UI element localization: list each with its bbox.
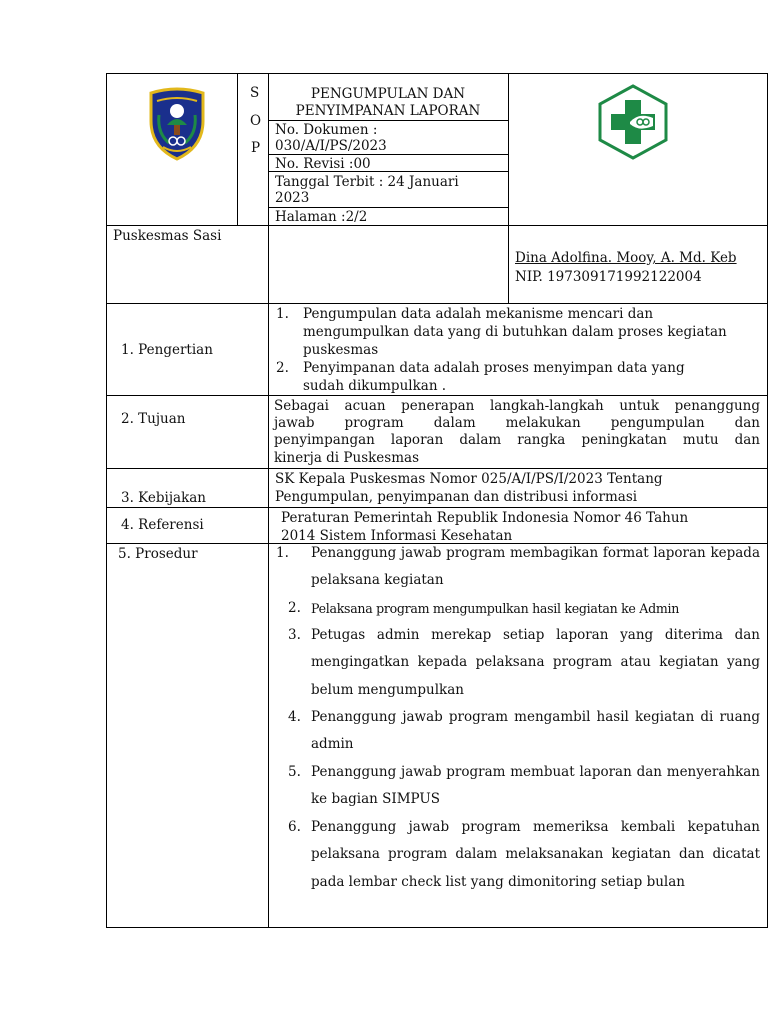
table-border <box>268 154 508 155</box>
procedure-step <box>276 540 760 596</box>
step-number: 3. <box>288 627 301 643</box>
paragraph-line: Sebagai acuan penerapan langkah-langkah untuk penanggung <box>274 398 760 414</box>
table-border <box>106 395 768 396</box>
issue-date: Tanggal Terbit : 24 Januari <box>275 174 459 190</box>
procedure-step <box>288 595 760 623</box>
regional-emblem-logo <box>145 85 209 161</box>
table-border <box>106 73 768 74</box>
table-border <box>106 225 768 226</box>
issue-date: 2023 <box>275 190 310 206</box>
table-border <box>106 507 768 508</box>
section-label-prosedur: 5. Prosedur <box>118 546 198 562</box>
table-border <box>106 73 107 928</box>
revision-number: No. Revisi :00 <box>275 156 371 172</box>
table-border <box>106 927 768 928</box>
document-title: PENGUMPULAN DAN <box>310 86 466 102</box>
sop-letter: O <box>250 113 262 129</box>
table-border <box>268 207 508 208</box>
paragraph-line: 2014 Sistem Informasi Kesehatan <box>281 528 513 544</box>
table-border <box>268 73 269 928</box>
signer-nip: NIP. 197309171992122004 <box>515 269 702 285</box>
paragraph-line: jawab program dalam melakukan pengumpulan dan <box>274 415 760 431</box>
section-label-referensi: 4. Referensi <box>121 517 204 533</box>
paragraph-line: kinerja di Puskesmas <box>274 450 419 466</box>
list-item-number: 1. <box>276 306 289 322</box>
table-border <box>106 468 768 469</box>
document-number-value: 030/A/I/PS/2023 <box>275 138 387 154</box>
section-label-pengertian: 1. Pengertian <box>121 342 213 358</box>
step-number: 4. <box>288 709 301 725</box>
list-item: mengumpulkan data yang di butuhkan dalam proses kegiatan <box>303 324 727 340</box>
step-text: Petugas admin merekap setiap laporan yang diterima dan mengingatkan kepada pelaksana program atau kegiatan yang belum mengumpulkan <box>311 627 760 698</box>
step-number: 1. <box>276 545 289 561</box>
step-text: Penanggung jawab program membuat laporan dan menyerahkan ke bagian SIMPUS <box>311 764 760 808</box>
paragraph-line: SK Kepala Puskesmas Nomor 025/A/I/PS/I/2023 Tentang <box>275 471 663 487</box>
section-label-kebijakan: 3. Kebijakan <box>121 490 207 506</box>
puskesmas-logo <box>597 84 669 160</box>
step-number: 5. <box>288 764 301 780</box>
table-border <box>237 73 238 225</box>
list-item: sudah dikumpulkan . <box>303 378 447 394</box>
procedure-step <box>288 759 760 815</box>
paragraph-line: Pengumpulan, penyimpanan dan distribusi informasi <box>275 489 638 505</box>
section-label-tujuan: 2. Tujuan <box>121 411 186 427</box>
step-text: Penanggung jawab program memeriksa kembali kepatuhan pelaksana program dalam melaksanakan kegiatan dan dicatat pada lembar check list yang dimonitoring setiap bulan <box>311 819 760 890</box>
list-item-number: 2. <box>276 360 289 376</box>
puskesmas-name: Puskesmas Sasi <box>113 228 222 244</box>
document-title: PENYIMPANAN LAPORAN <box>295 103 481 119</box>
step-text: Penanggung jawab program mengambil hasil kegiatan di ruang admin <box>311 709 760 753</box>
paragraph-line: Peraturan Pemerintah Republik Indonesia Nomor 46 Tahun <box>281 510 689 526</box>
list-item: puskesmas <box>303 342 379 358</box>
paragraph-line: penyimpangan laporan dalam rangka peningkatan mutu dan <box>274 432 760 448</box>
step-text: Penanggung jawab program membagikan format laporan kepada pelaksana kegiatan <box>311 545 760 589</box>
step-number: 2. <box>288 600 301 616</box>
step-number: 6. <box>288 819 301 835</box>
table-border <box>106 303 768 304</box>
document-number-label: No. Dokumen : <box>275 122 378 138</box>
list-item: Pengumpulan data adalah mekanisme mencari dan <box>303 306 654 322</box>
procedure-step <box>288 704 760 760</box>
signer-name: Dina Adolfina. Mooy, A. Md. Keb <box>515 250 737 266</box>
page-number: Halaman :2/2 <box>275 209 368 225</box>
step-text: Pelaksana program mengumpulkan hasil kegiatan ke Admin <box>311 601 680 616</box>
procedure-step <box>288 622 760 706</box>
sop-letter: S <box>250 85 260 101</box>
list-item: Penyimpanan data adalah proses menyimpan data yang <box>303 360 685 376</box>
table-border <box>508 73 509 303</box>
sop-letter: P <box>251 140 261 156</box>
table-border <box>268 120 508 121</box>
procedure-step <box>288 814 760 926</box>
